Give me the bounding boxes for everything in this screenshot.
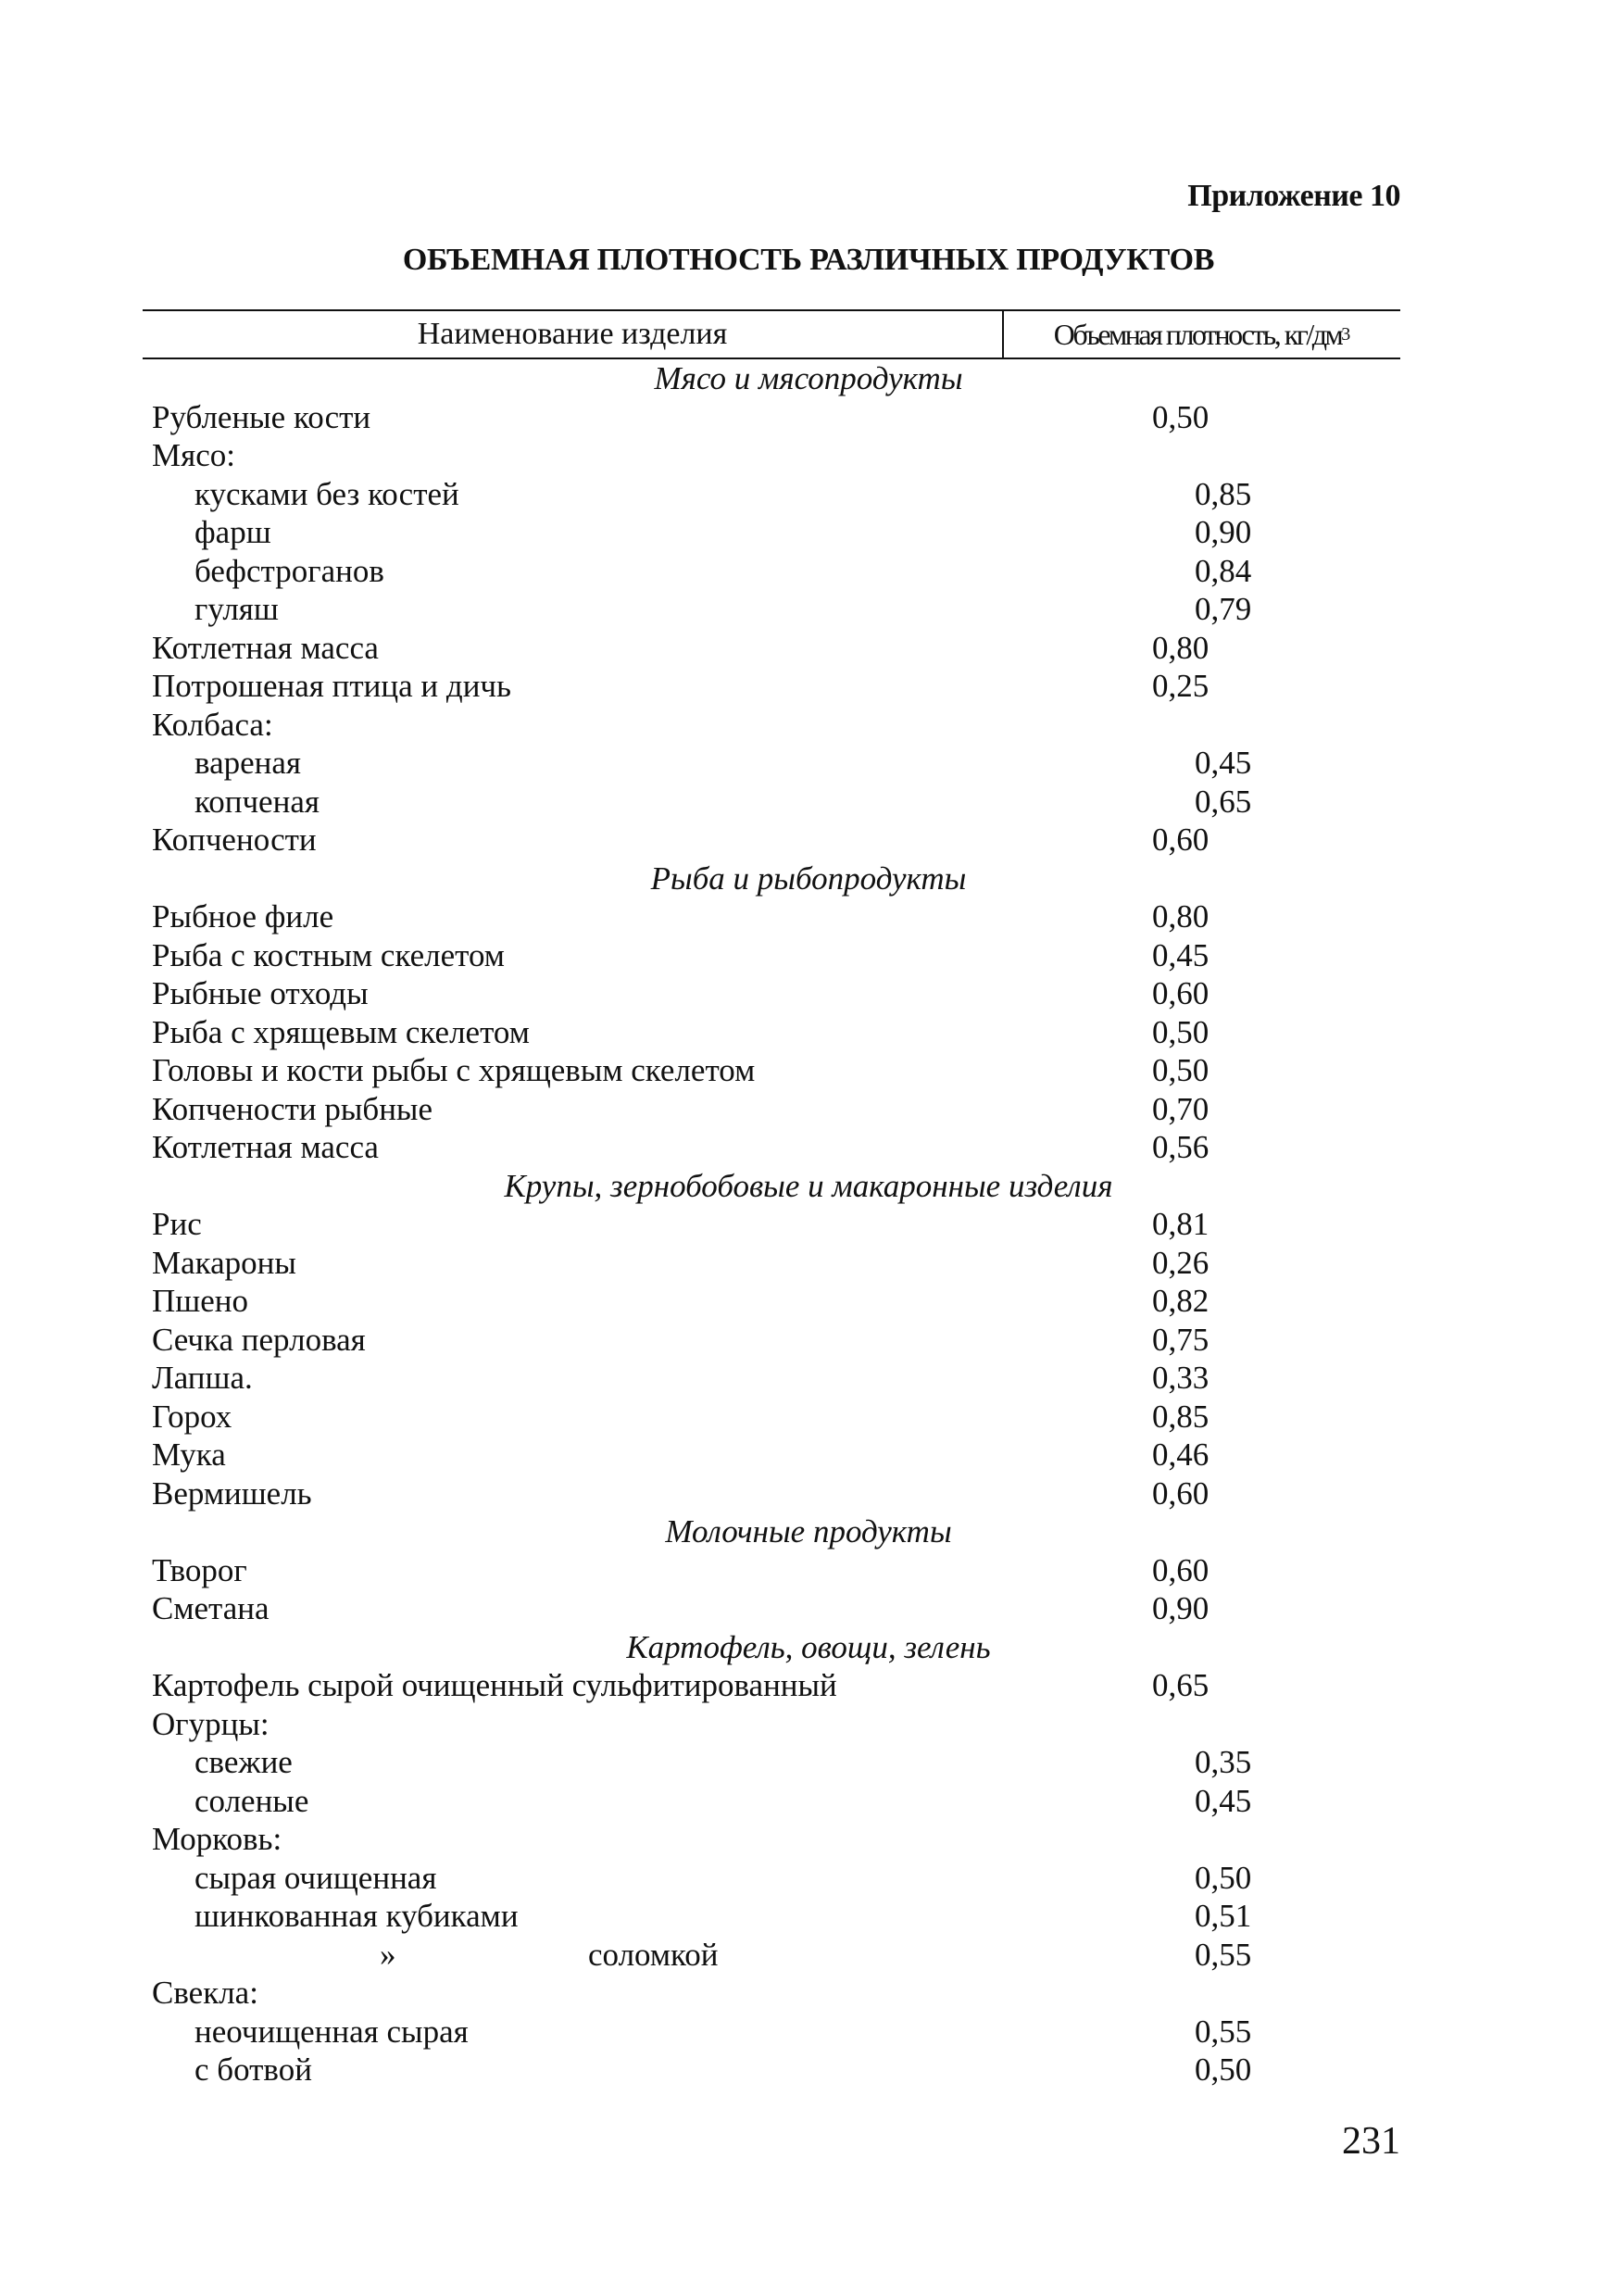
- product-name-text: Потрошеная птица и дичь: [152, 668, 511, 704]
- product-name: [143, 629, 1152, 668]
- product-name-text: Котлетная масса: [152, 629, 379, 666]
- product-name: [143, 1589, 1152, 1628]
- table-row: [143, 1782, 1400, 1821]
- density-value: 0,85: [1195, 475, 1252, 512]
- product-name: [143, 821, 1152, 859]
- density-value: 0,75: [1152, 1321, 1210, 1358]
- table-row: [143, 706, 1400, 745]
- product-name-text: Сметана: [152, 1590, 270, 1626]
- product-name-text: бефстроганов: [194, 552, 384, 589]
- table-row: [143, 1321, 1400, 1360]
- product-name: [143, 1666, 1152, 1705]
- product-name-text: соломкой: [588, 1936, 719, 1973]
- product-name-text: Рис: [152, 1206, 202, 1242]
- product-name: [143, 1244, 1152, 1283]
- product-name-text: Рубленые кости: [152, 398, 371, 435]
- table-body: [143, 359, 1400, 2089]
- product-name-text: шинкованная кубиками: [194, 1898, 519, 1934]
- density-value: 0,79: [1195, 591, 1252, 627]
- density-value: 0,45: [1195, 1782, 1252, 1819]
- product-name: [143, 1128, 1152, 1167]
- density-value: 0,45: [1195, 745, 1252, 781]
- section-heading: Крупы, зернобобовые и макаронные изделия: [504, 1167, 1113, 1204]
- product-name-text: Лапша.: [152, 1360, 253, 1396]
- table-row: [143, 897, 1400, 936]
- product-name-text: соленые: [194, 1782, 309, 1819]
- product-name: [143, 552, 1195, 591]
- table-header: [143, 309, 1400, 359]
- density-value: 0,60: [1152, 1474, 1210, 1512]
- product-name: [143, 1359, 1152, 1398]
- product-name: [143, 1398, 1152, 1437]
- product-name: [143, 783, 1195, 822]
- product-name: [143, 1013, 1152, 1052]
- product-name: [143, 974, 1152, 1013]
- product-name-text: кусками без костей: [194, 475, 459, 512]
- density-value: 0,46: [1152, 1437, 1210, 1473]
- table-row: [143, 629, 1400, 668]
- page-title: ОБЪЕМНАЯ ПЛОТНОСТЬ РАЗЛИЧНЫХ ПРОДУКТОВ: [402, 243, 1215, 277]
- table-row: [143, 1051, 1400, 1090]
- table-row: [143, 2013, 1400, 2051]
- table-row: [143, 1359, 1400, 1398]
- table-row: [143, 1013, 1400, 1052]
- product-name: [143, 897, 1152, 936]
- table-row: [143, 936, 1400, 975]
- product-name-text: сырая очищенная: [194, 1859, 437, 1896]
- table-row: [143, 974, 1400, 1013]
- product-name-text: Головы и кости рыбы с хрящевым скелетом: [152, 1052, 756, 1088]
- table-row: [143, 552, 1400, 591]
- product-name: [143, 1897, 1195, 1936]
- section-heading: Картофель, овощи, зелень: [626, 1628, 991, 1665]
- product-name-text: с ботвой: [194, 2051, 312, 2088]
- product-name: [143, 1936, 1195, 1975]
- density-value: 0,90: [1195, 514, 1252, 550]
- product-name-text: Макароны: [152, 1244, 296, 1281]
- table-row: [143, 436, 1400, 475]
- density-value: 0,25: [1152, 668, 1210, 704]
- table-row: [143, 1859, 1400, 1898]
- header-density-sup: 3: [1341, 323, 1351, 345]
- table-row: [143, 2051, 1400, 2089]
- product-name-text: копченая: [194, 783, 320, 820]
- density-value: 0,70: [1152, 1090, 1210, 1127]
- density-value: 0,50: [1152, 398, 1210, 435]
- product-name-text: неочищенная сырая: [194, 2013, 469, 2050]
- section-heading: Молочные продукты: [665, 1513, 952, 1549]
- product-name-text: Колбаса:: [152, 706, 273, 743]
- density-value: [1152, 706, 1263, 745]
- density-value: 0,55: [1195, 2013, 1252, 2050]
- table-row: [143, 744, 1400, 783]
- product-name: [143, 1859, 1195, 1898]
- product-name: [143, 1321, 1152, 1360]
- product-name: [143, 1051, 1152, 1090]
- product-name: [143, 1436, 1152, 1474]
- product-name: [143, 667, 1152, 706]
- density-value: 0,81: [1152, 1206, 1210, 1242]
- density-value: 0,35: [1195, 1744, 1252, 1780]
- product-name-text: Рыба с костным скелетом: [152, 936, 505, 973]
- product-name: [143, 1974, 1152, 2013]
- table-row: [143, 1589, 1400, 1628]
- density-value: [1152, 436, 1263, 475]
- product-name: [143, 436, 1152, 475]
- table-row: [143, 398, 1400, 437]
- product-name: [143, 936, 1152, 975]
- product-name-text: вареная: [194, 745, 301, 781]
- table-row: [143, 1090, 1400, 1129]
- density-value: 0,60: [1152, 975, 1210, 1011]
- product-name: [143, 590, 1195, 629]
- product-name: [143, 2013, 1195, 2051]
- density-value: 0,50: [1195, 1859, 1252, 1896]
- page-number: 231: [1342, 2120, 1400, 2163]
- table-row: [143, 1974, 1400, 2013]
- density-value: [1152, 1820, 1263, 1859]
- product-name: [143, 398, 1152, 437]
- product-name: [143, 1820, 1152, 1859]
- ditto-mark: »: [380, 1936, 396, 1973]
- density-value: 0,65: [1195, 783, 1252, 820]
- density-value: 0,45: [1152, 936, 1210, 973]
- product-name: [143, 1705, 1152, 1744]
- table-row: [143, 1705, 1400, 1744]
- table-row: [143, 1897, 1400, 1936]
- table-row: [143, 1936, 1400, 1975]
- density-value: 0,65: [1152, 1667, 1210, 1703]
- density-value: [1152, 1974, 1263, 2013]
- density-value: 0,85: [1152, 1398, 1210, 1435]
- table-row: [143, 590, 1400, 629]
- section-heading: Мясо и мясопродукты: [654, 360, 963, 396]
- product-name: [143, 1474, 1152, 1513]
- product-name: [143, 1282, 1152, 1321]
- appendix-label: Приложение 10: [1187, 179, 1400, 213]
- product-name-text: Картофель сырой очищенный сульфитированный: [152, 1667, 837, 1703]
- product-name-text: фарш: [194, 514, 271, 550]
- product-name: [143, 2051, 1195, 2089]
- table-row: [143, 1436, 1400, 1474]
- product-name: [143, 513, 1195, 552]
- product-name: [143, 1205, 1152, 1244]
- product-name: [143, 1743, 1195, 1782]
- product-name-text: Сечка перловая: [152, 1321, 366, 1358]
- density-value: 0,33: [1152, 1360, 1210, 1396]
- product-name-text: Рыбное филе: [152, 898, 334, 935]
- table-row: [143, 1820, 1400, 1859]
- product-name-text: Вермишель: [152, 1474, 312, 1512]
- density-value: 0,80: [1152, 898, 1210, 935]
- table-row: [143, 1244, 1400, 1283]
- product-name-text: Котлетная масса: [152, 1129, 379, 1165]
- product-name-text: Огурцы:: [152, 1705, 270, 1742]
- product-name-text: Копчености: [152, 822, 317, 858]
- product-name: [143, 706, 1152, 745]
- product-name-text: Мясо:: [152, 437, 235, 473]
- density-value: 0,55: [1195, 1936, 1252, 1973]
- table-row: [143, 1743, 1400, 1782]
- table-row: [143, 1205, 1400, 1244]
- density-value: [1152, 1705, 1263, 1744]
- product-name-text: гуляш: [194, 591, 279, 627]
- header-name: Наименование изделия: [143, 311, 1004, 358]
- table-row: [143, 667, 1400, 706]
- product-name-text: Копчености рыбные: [152, 1090, 432, 1127]
- density-value: 0,56: [1152, 1129, 1210, 1165]
- product-name: [143, 475, 1195, 514]
- header-density: [1004, 311, 1400, 358]
- product-name: [143, 1551, 1152, 1590]
- density-table: [143, 309, 1400, 2089]
- product-name-text: Творог: [152, 1551, 247, 1588]
- table-row: [143, 1282, 1400, 1321]
- density-value: 0,50: [1152, 1052, 1210, 1088]
- density-value: 0,51: [1195, 1898, 1252, 1934]
- density-value: 0,80: [1152, 629, 1210, 666]
- product-name-text: Морковь:: [152, 1821, 282, 1857]
- section-heading: Рыба и рыбопродукты: [650, 859, 967, 897]
- product-name: [143, 744, 1195, 783]
- product-name-text: Рыба с хрящевым скелетом: [152, 1013, 530, 1050]
- table-row: [143, 1551, 1400, 1590]
- product-name-text: Пшено: [152, 1283, 248, 1319]
- product-name-text: Рыбные отходы: [152, 975, 369, 1011]
- density-value: 0,50: [1195, 2051, 1252, 2088]
- product-name: [143, 1090, 1152, 1129]
- table-row: [143, 821, 1400, 859]
- product-name: [143, 1782, 1195, 1821]
- density-value: 0,90: [1152, 1590, 1210, 1626]
- product-name-text: Свекла:: [152, 1975, 258, 2011]
- table-row: [143, 475, 1400, 514]
- table-row: [143, 1398, 1400, 1437]
- table-row: [143, 1666, 1400, 1705]
- product-name-text: Мука: [152, 1437, 226, 1473]
- density-value: 0,60: [1152, 822, 1210, 858]
- table-row: [143, 1474, 1400, 1513]
- density-value: 0,60: [1152, 1551, 1210, 1588]
- header-density-label: Объемная плотность, кг/дм: [1053, 317, 1342, 351]
- table-row: [143, 513, 1400, 552]
- density-value: 0,82: [1152, 1283, 1210, 1319]
- density-value: 0,50: [1152, 1013, 1210, 1050]
- table-row: [143, 1128, 1400, 1167]
- density-value: 0,84: [1195, 552, 1252, 589]
- product-name-text: свежие: [194, 1744, 293, 1780]
- product-name-text: Горох: [152, 1398, 232, 1435]
- table-row: [143, 783, 1400, 822]
- density-value: 0,26: [1152, 1244, 1210, 1281]
